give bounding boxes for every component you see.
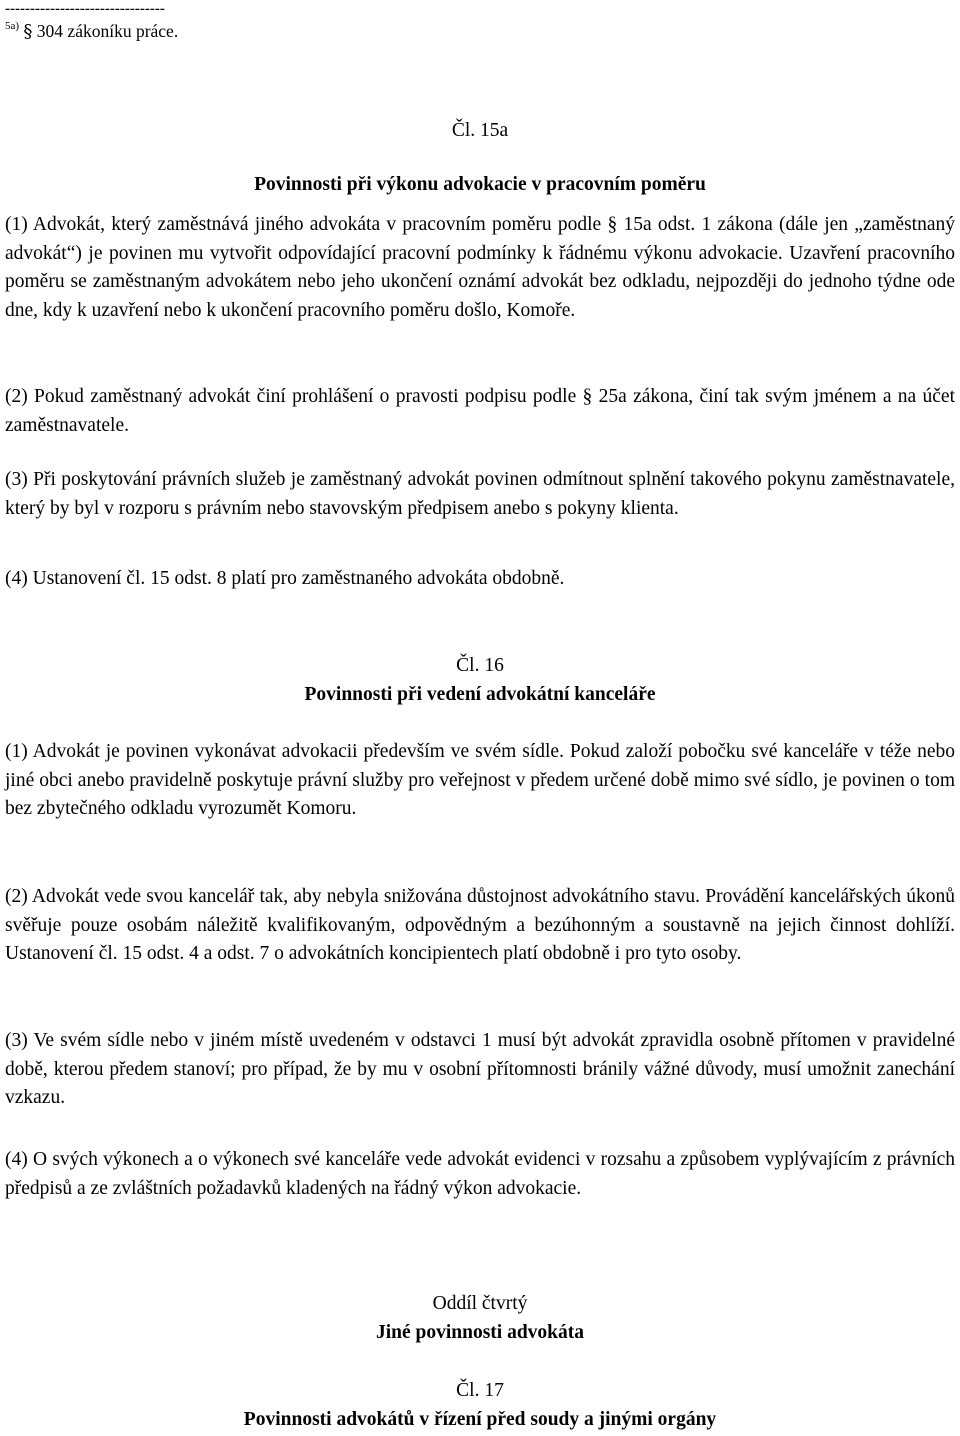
article-15a-number: Čl. 15a	[451, 120, 509, 141]
article-16-paragraph-4: (4) O svých výkonech a o výkonech své kanceláře vede advokát evidenci v rozsahu a způsobem vyplývajícím z právních předpisů a ze zvláštních požadavků kladených na řádný výkon advokacie.	[5, 1149, 955, 1199]
article-16-number: Čl. 16	[456, 655, 504, 676]
article-15a-title: Povinnosti při výkonu advokacie v pracovním poměru	[254, 174, 706, 195]
footnote	[5, 14, 178, 44]
article-15a-paragraph-1: (1) Advokát, který zaměstnává jiného advokáta v pracovním poměru podle § 15a odst. 1 zákona (dále jen „zaměstnaný advokát“) je povinen mu vytvořit odpovídající pracovní podmínky k řádnému výkonu advokacie. Uzavření pracovního poměru se zaměstnaným advokátem nebo jeho ukončení oznámí advokát bez odkladu, nejpozději do jednoho týdne ode dne, kdy k uzavření nebo k ukončení pracovního poměru došlo, Komoře.	[5, 214, 955, 321]
article-15a-paragraph-2: (2) Pokud zaměstnaný advokát činí prohlášení o pravosti podpisu podle § 25a zákona, činí tak svým jménem a na účet zaměstnavatele.	[5, 386, 955, 436]
article-16-paragraph-2: (2) Advokát vede svou kancelář tak, aby nebyla snižována důstojnost advokátního stavu. Provádění kancelářských úkonů svěřuje pouze osobám náležitě kvalifikovaným, odpovědným a bezúhonným a soustavně na jejich činnost dohlíží. Ustanovení čl. 15 odst. 4 a odst. 7 o advokátních koncipientech platí obdobně i pro tyto osoby.	[5, 886, 955, 964]
footnote-rule: --------------------------------	[5, 1, 165, 17]
article-17-title: Povinnosti advokátů v řízení před soudy a jinými orgány	[243, 1409, 717, 1430]
section-sign: §	[23, 21, 33, 42]
article-16-paragraph-3: (3) Ve svém sídle nebo v jiném místě uvedeném v odstavci 1 musí být advokát zpravidla osobně přítomen v pravidelné době, kterou předem stanoví; pro případ, že by mu v osobní přítomnosti bránily vážné důvody, musí umožnit zanechání vzkazu.	[5, 1030, 955, 1108]
division-4-title: Jiné povinnosti advokáta	[375, 1322, 585, 1343]
article-15a-paragraph-4: (4) Ustanovení čl. 15 odst. 8 platí pro zaměstnaného advokáta obdobně.	[5, 568, 565, 589]
article-16-title: Povinnosti při vedení advokátní kanceláře	[304, 684, 656, 705]
footnote-mark: 5a)	[5, 20, 20, 32]
article-17-number: Čl. 17	[456, 1380, 504, 1401]
article-16-paragraph-1: (1) Advokát je povinen vykonávat advokacii především ve svém sídle. Pokud založí pobočku své kanceláře v téže nebo jiné obci anebo pravidelně poskytuje právní služby pro veřejnost v předem určené době mimo své sídlo, je povinen o tom bez zbytečného odkladu vyrozumět Komoru.	[5, 741, 955, 819]
article-15a-paragraph-3: (3) Při poskytování právních služeb je zaměstnaný advokát povinen odmítnout splnění takového pokynu zaměstnavatele, který by byl v rozporu s právním nebo stavovským předpisem anebo s pokyny klienta.	[5, 469, 955, 519]
footnote-text: 304 zákoníku práce.	[36, 21, 179, 41]
division-4-label: Oddíl čtvrtý	[432, 1293, 528, 1314]
